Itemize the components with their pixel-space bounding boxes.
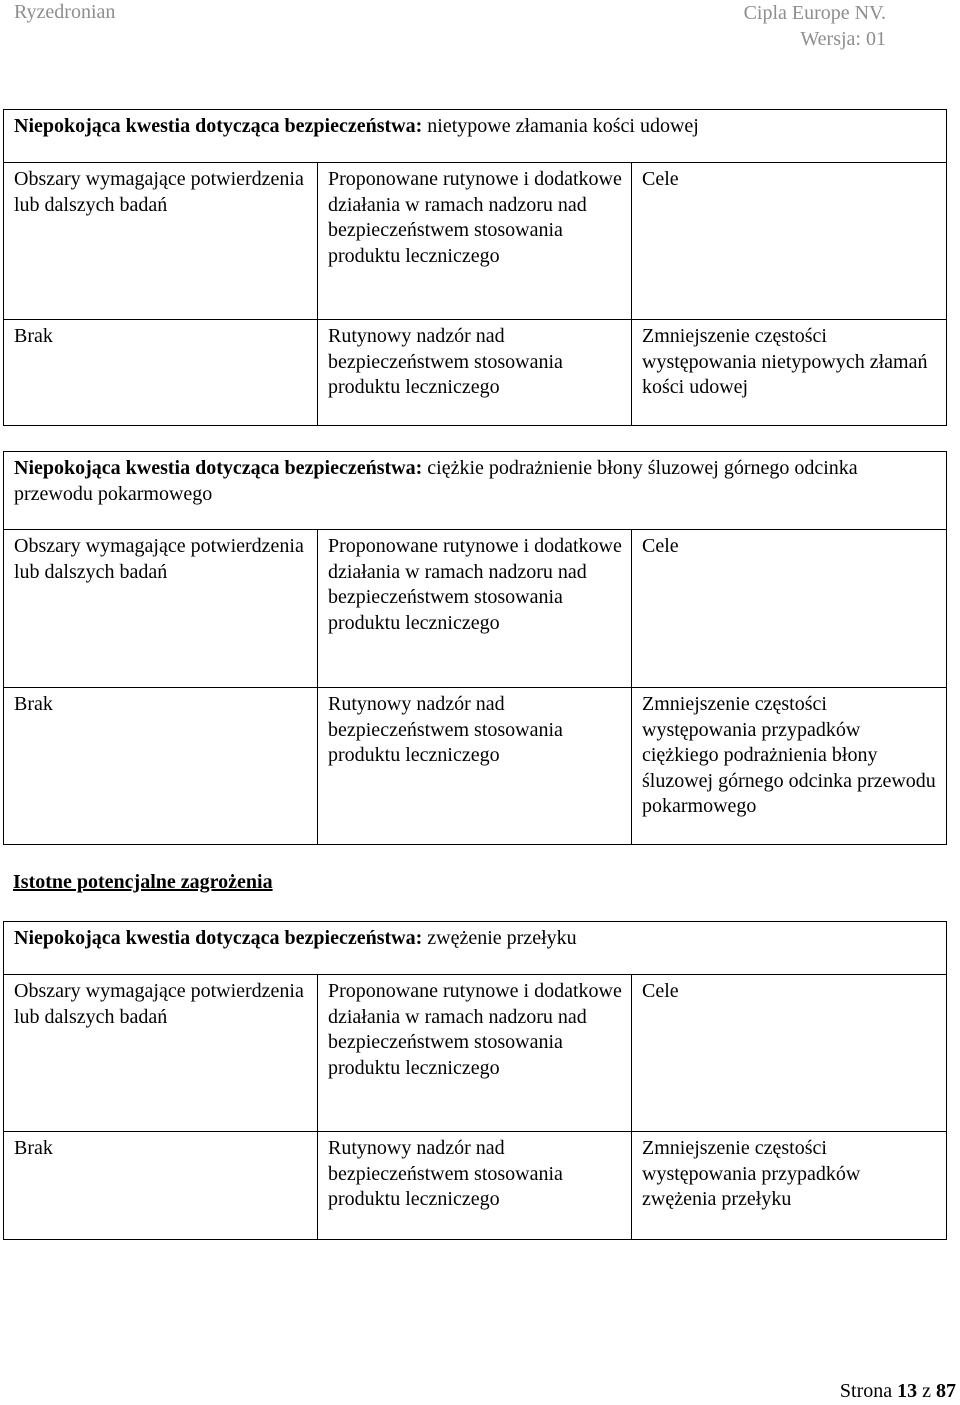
- safety-concern-title: Niepokojąca kwestia dotycząca bezpieczeństwa: zwężenie przełyku: [4, 922, 947, 975]
- column-header-goals: Cele: [632, 530, 947, 688]
- header-company: Ryzedronian: [14, 1, 116, 23]
- safety-concern-table-2: [3, 451, 947, 845]
- column-header-areas: Obszary wymagające potwierdzenia lub dalszych badań: [4, 163, 318, 320]
- column-header-goals: Cele: [632, 163, 947, 320]
- goals-value: Zmniejszenie częstości występowania przypadków ciężkiego podrażnienia błony śluzowej górnego odcinka przewodu pokarmowego: [632, 688, 947, 845]
- column-header-actions: Proponowane rutynowe i dodatkowe działania w ramach nadzoru nad bezpieczeństwem stosowania produktu leczniczego: [318, 530, 632, 688]
- safety-concern-table-1: [3, 109, 947, 426]
- actions-value: Rutynowy nadzór nad bezpieczeństwem stosowania produktu leczniczego: [318, 1132, 632, 1240]
- safety-concern-table-3: [3, 921, 947, 1240]
- column-header-areas: Obszary wymagające potwierdzenia lub dalszych badań: [4, 530, 318, 688]
- areas-value: Brak: [4, 320, 318, 426]
- column-header-actions: Proponowane rutynowe i dodatkowe działania w ramach nadzoru nad bezpieczeństwem stosowania produktu leczniczego: [318, 975, 632, 1132]
- safety-concern-title: Niepokojąca kwestia dotycząca bezpieczeństwa: nietypowe złamania kości udowej: [4, 110, 947, 163]
- header-company-right: Cipla Europe NV.: [743, 2, 886, 24]
- areas-value: Brak: [4, 688, 318, 845]
- actions-value: Rutynowy nadzór nad bezpieczeństwem stosowania produktu leczniczego: [318, 688, 632, 845]
- goals-value: Zmniejszenie częstości występowania nietypowych złamań kości udowej: [632, 320, 947, 426]
- actions-value: Rutynowy nadzór nad bezpieczeństwem stosowania produktu leczniczego: [318, 320, 632, 426]
- column-header-areas: Obszary wymagające potwierdzenia lub dalszych badań: [4, 975, 318, 1132]
- areas-value: Brak: [4, 1132, 318, 1240]
- safety-concern-title: Niepokojąca kwestia dotycząca bezpieczeństwa: ciężkie podrażnienie błony śluzowej górnego odcinka przewodu pokarmowego: [4, 452, 947, 530]
- column-header-goals: Cele: [632, 975, 947, 1132]
- column-header-actions: Proponowane rutynowe i dodatkowe działania w ramach nadzoru nad bezpieczeństwem stosowania produktu leczniczego: [318, 163, 632, 320]
- header-version: Wersja: 01: [800, 28, 886, 50]
- goals-value: Zmniejszenie częstości występowania przypadków zwężenia przełyku: [632, 1132, 947, 1240]
- section-heading: Istotne potencjalne zagrożenia: [13, 871, 273, 893]
- page-number: Strona 13 z 87: [839, 1380, 956, 1402]
- header-right: [744, 0, 886, 52]
